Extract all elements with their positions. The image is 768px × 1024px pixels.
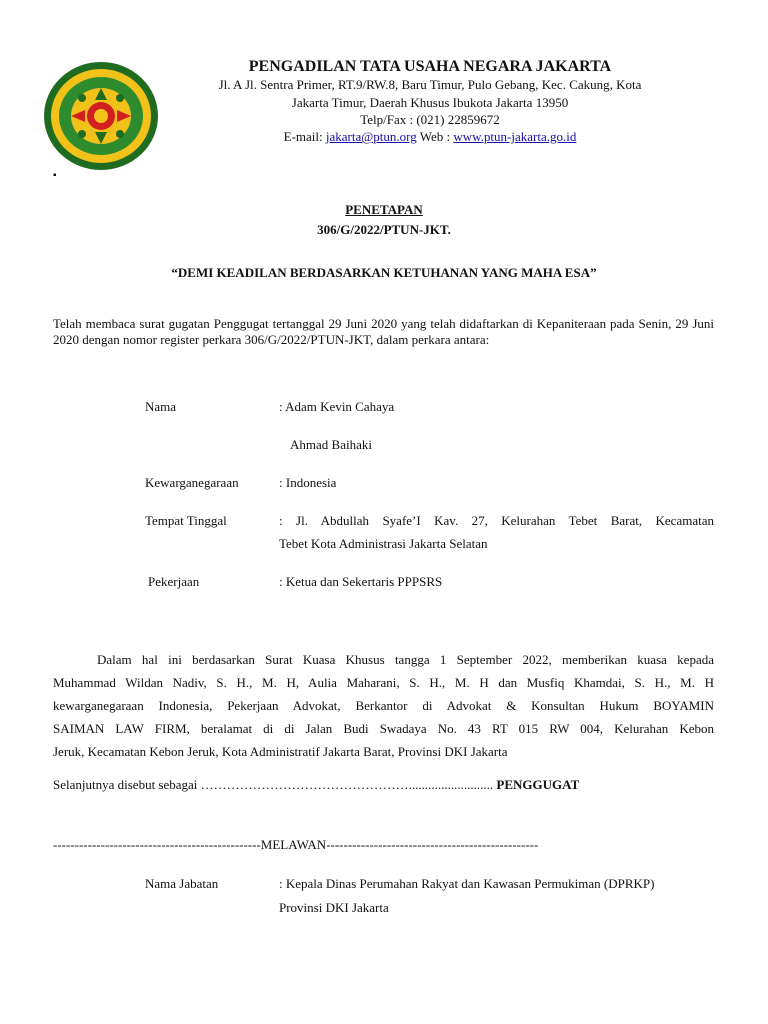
org-name: PENGADILAN TATA USAHA NEGARA JAKARTA — [248, 58, 612, 75]
web-link[interactable]: www.ptun-jakarta.go.id — [453, 129, 577, 144]
court-seal-icon — [42, 60, 160, 172]
kuasa-line-2: Muhammad Wildan Nadiv, S. H., M. H, Aulia Maharani, S. H., M. H dan Musfiq Khamdai, S. H., M. H — [53, 675, 714, 690]
address-line-1: Jl. A Jl. Sentra Primer, RT.9/RW.8, Baru Timur, Pulo Gebang, Kec. Cakung, Kota — [218, 77, 642, 92]
melawan-divider: ------------------------------------------------MELAWAN------------------------------------------------- — [53, 837, 539, 852]
tempat-tinggal-value-2: Tebet Kota Administrasi Jakarta Selatan — [279, 536, 488, 551]
nama-jabatan-value-2: Provinsi DKI Jakarta — [279, 900, 389, 915]
kuasa-line-5: Jeruk, Kecamatan Kebon Jeruk, Kota Administratif Jakarta Barat, Provinsi DKI Jakarta — [53, 744, 508, 759]
address-line-2: Jakarta Timur, Daerah Khusus Ibukota Jakarta 13950 — [291, 95, 569, 110]
nama-value: : Adam Kevin Cahaya — [279, 399, 395, 414]
kuasa-line-1: Dalam hal ini berdasarkan Surat Kuasa Khusus tangga 1 September 2022, memberikan kuasa kepada — [97, 652, 714, 667]
phone-line: Telp/Fax : (021) 22859672 — [360, 112, 500, 127]
email-label: E-mail: — [283, 129, 326, 144]
motto: “DEMI KEADILAN BERDASARKAN KETUHANAN YANG MAHA ESA” — [171, 265, 597, 280]
email-link[interactable]: jakarta@ptun.org — [325, 129, 417, 144]
selanjutnya-text: Selanjutnya disebut sebagai ………………………………………….......................... — [53, 777, 494, 792]
kuasa-line-4: SAIMAN LAW FIRM, beralamat di di Jalan Budi Swadaya No. 43 RT 015 RW 004, Kelurahan Kebon — [53, 721, 714, 736]
kewarganegaraan-label: Kewarganegaraan — [145, 475, 239, 490]
kewarganegaraan-value: : Indonesia — [279, 475, 337, 490]
penetapan-title: PENETAPAN — [345, 202, 423, 217]
pekerjaan-value: : Ketua dan Sekertaris PPPSRS — [279, 574, 443, 589]
nama-label: Nama — [145, 399, 177, 414]
contact-line — [170, 129, 690, 145]
nama-jabatan-value-1: : Kepala Dinas Perumahan Rakyat dan Kawasan Permukiman (DPRKP) — [279, 876, 655, 891]
bullet-marker: ▪ — [53, 170, 57, 181]
selanjutnya-line — [53, 777, 579, 793]
pekerjaan-label: Pekerjaan — [148, 574, 200, 589]
kuasa-line-3: kewarganegaraan Indonesia, Pekerjaan Advokat, Berkantor di Advokat & Konsultan Hukum BOYAMIN — [53, 698, 714, 713]
tempat-tinggal-value-1: : Jl. Abdullah Syafe’I Kav. 27, Kelurahan Tebet Barat, Kecamatan — [279, 513, 714, 528]
nama-jabatan-label: Nama Jabatan — [145, 876, 219, 891]
court-logo — [42, 60, 160, 172]
case-number: 306/G/2022/PTUN-JKT. — [317, 222, 451, 237]
penggugat-role: PENGGUGAT — [496, 777, 580, 792]
web-label: Web : — [416, 129, 454, 144]
nama-value-2: Ahmad Baihaki — [290, 437, 372, 452]
tempat-tinggal-label: Tempat Tinggal — [145, 513, 227, 528]
intro-paragraph: Telah membaca surat gugatan Penggugat tertanggal 29 Juni 2020 yang telah didaftarkan di Kepaniteraan pada Senin, 29 Juni 2020 dengan nomor register perkara 306/G/2022/PTUN-JKT, dalam perkara antara: — [53, 316, 714, 347]
